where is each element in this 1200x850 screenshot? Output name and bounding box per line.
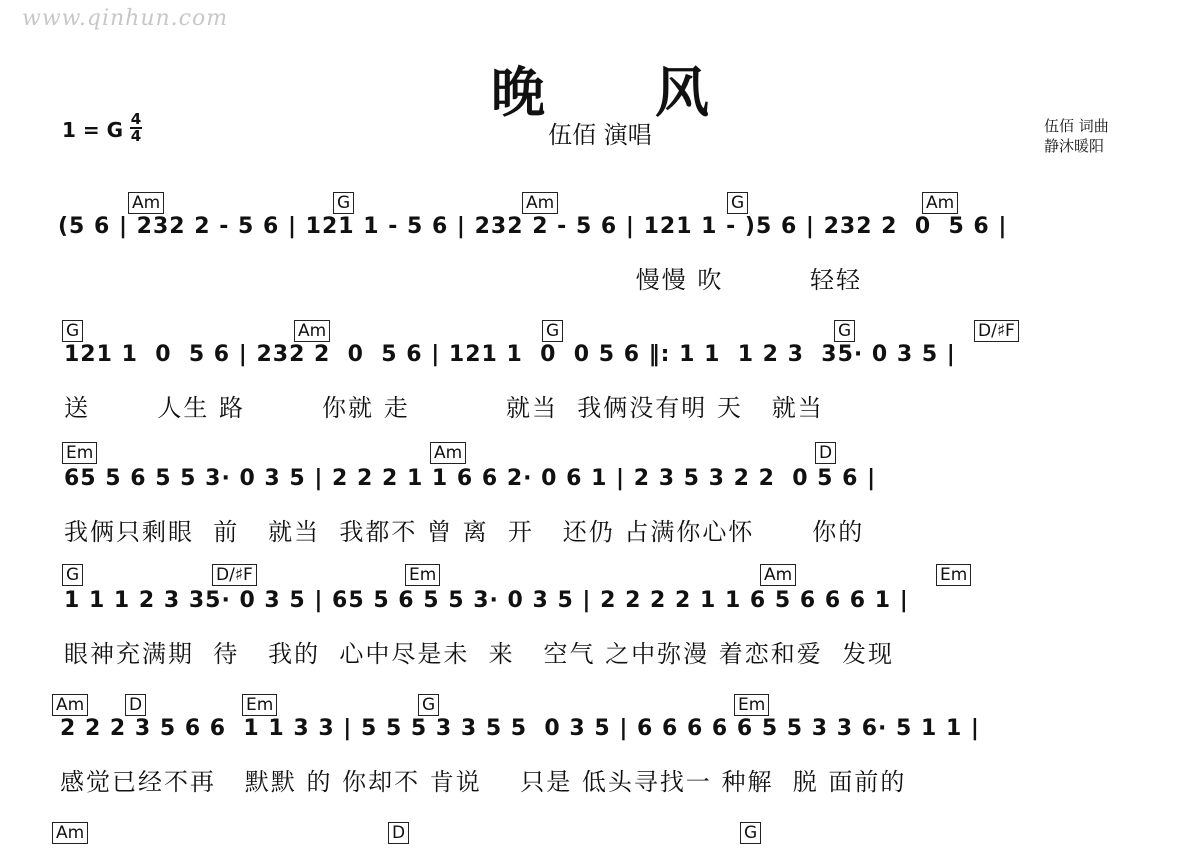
chord-symbol: G [62, 320, 83, 342]
chord-symbol: G [418, 694, 439, 716]
chord-symbol: Am [52, 694, 88, 716]
chord-symbol: D [815, 442, 836, 464]
credits-arranger: 静沐暖阳 [1044, 137, 1105, 155]
chord-symbol: G [740, 822, 761, 844]
chord-symbol: D/♯F [212, 564, 257, 586]
score-system-6 [0, 820, 1200, 850]
lyrics-line: 眼神充满期 待 我的 心中尽是未 来 空气 之中弥漫 着恋和爱 发现 [64, 640, 895, 668]
chord-symbol: D [388, 822, 409, 844]
chord-symbol: G [834, 320, 855, 342]
chord-symbol: Am [430, 442, 466, 464]
chord-symbol: G [62, 564, 83, 586]
jianpu-notes: (5 6 | 232 2 - 5 6 | 121 1 - 5 6 | 232 2 - 5 6 | 121 1 - )5 6 | 232 2 0 5 6 | [58, 214, 1008, 239]
chord-symbol: Em [242, 694, 277, 716]
chord-symbol: Em [734, 694, 769, 716]
chord-symbol: G [333, 192, 354, 214]
jianpu-notes: 65 5 6 5 5 3· 0 3 5 | 2 2 2 1 1 6 6 2· 0 6 1 | 2 3 5 3 2 2 0 5 6 | [64, 466, 877, 491]
jianpu-notes: 1 1 1 2 3 35· 0 3 5 | 65 5 6 5 5 3· 0 3 5 | 2 2 2 2 1 1 6 5 6 6 6 1 | [64, 588, 909, 613]
credits [1044, 116, 1109, 156]
chord-symbol: Am [522, 192, 558, 214]
song-title: 晚风 [491, 60, 819, 124]
chord-symbol: Am [922, 192, 958, 214]
lyrics-line: 感觉已经不再 默默 的 你却不 肯说 只是 低头寻找一 种解 脱 面前的 [60, 768, 907, 796]
lyrics-line: 慢慢 吹 轻轻 [58, 266, 863, 294]
chord-symbol: G [542, 320, 563, 342]
score-system-2 [0, 316, 1200, 444]
lyrics-line: 我俩只剩眼 前 就当 我都不 曾 离 开 还仍 占满你心怀 你的 [64, 518, 865, 546]
chord-symbol: Am [294, 320, 330, 342]
time-signature-bottom: 4 [130, 127, 142, 145]
score-system-4 [0, 562, 1200, 690]
watermark: www.qinhun.com [22, 6, 229, 31]
chord-symbol: Am [760, 564, 796, 586]
score-system-5 [0, 690, 1200, 818]
time-signature-top: 4 [130, 110, 142, 128]
chord-symbol: Em [62, 442, 97, 464]
chord-symbol: Em [405, 564, 440, 586]
score-system-3 [0, 440, 1200, 568]
chord-symbol: D [125, 694, 146, 716]
score-system-1 [0, 188, 1200, 316]
key-signature: 1 = G [62, 118, 124, 142]
chord-symbol: Am [128, 192, 164, 214]
chord-symbol: Am [52, 822, 88, 844]
chord-symbol: D/♯F [974, 320, 1019, 342]
jianpu-notes: 121 1 0 5 6 | 232 2 0 5 6 | 121 1 0 0 5 6 ‖: 1 1 1 2 3 35· 0 3 5 | [64, 342, 956, 367]
singer-line: 伍佰 演唱 [548, 121, 652, 149]
chord-symbol: G [727, 192, 748, 214]
credits-lyricist-composer: 伍佰 词曲 [1044, 117, 1109, 135]
jianpu-notes: 2 2 2 3 5 6 6 1 1 3 3 | 5 5 5 3 3 5 5 0 3 5 | 6 6 6 6 6 5 5 3 3 6· 5 1 1 | [60, 716, 980, 741]
lyrics-line: 送 人生 路 你就 走 就当 我俩没有明 天 就当 [64, 394, 824, 422]
chord-symbol: Em [936, 564, 971, 586]
